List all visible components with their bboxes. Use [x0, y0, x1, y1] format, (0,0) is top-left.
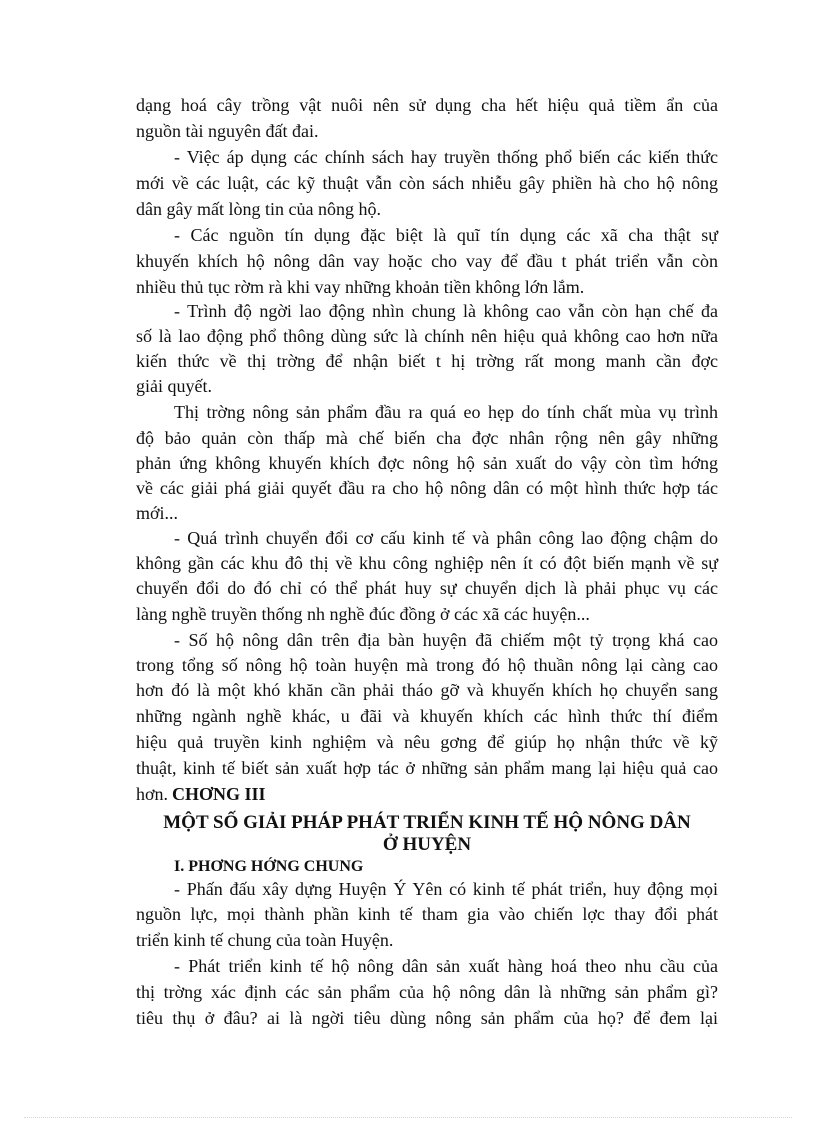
text-line: dân gây mất lòng tin của nông hộ. — [136, 199, 381, 219]
text-line: - Phát triển kinh tế hộ nông dân sản xuất hàng hoá theo nhu cầu của — [174, 956, 718, 976]
text-line: thị trờng xác định các sản phẩm của hộ nông dân là những sản phẩm gì? — [136, 982, 718, 1002]
text-line: hơn đó là một khó khăn cần phải tháo gỡ và khuyến khích họ chuyển sang — [136, 680, 718, 700]
text-line-with-chapter — [136, 781, 718, 807]
text-line: mới về các luật, các kỹ thuật vẫn còn sách nhiễu gây phiền hà cho hộ nông — [136, 173, 718, 193]
text-line: - Việc áp dụng các chính sách hay truyền thống phổ biến các kiến thức — [174, 147, 718, 167]
section-heading: I. PHƠNG HỚNG CHUNG — [174, 858, 364, 875]
text-line: - Trình độ ngời lao động nhìn chung là không cao vẫn còn hạn chế đa — [174, 301, 718, 321]
text-line: về các giải phá giải quyết đầu ra cho hộ nông dân có một hình thức hợp tác — [136, 478, 718, 498]
text-line: giải quyết. — [136, 376, 212, 396]
text-line: làng nghề truyền thống nh nghề đúc đồng ở các xã các huyện... — [136, 604, 590, 624]
text-line: hiệu quả truyền kinh nghiệm và nêu gơng để giúp họ nhận thức về kỹ — [136, 732, 718, 752]
chapter-title-continued: Ở HUYỆN — [382, 834, 472, 855]
text-line: chuyển đổi do đó chỉ có thể phát huy sự chuyển dịch là phải phục vụ các — [136, 578, 718, 598]
text-line: - Quá trình chuyển đổi cơ cấu kinh tế và phân công lao động chậm do — [174, 528, 718, 548]
text-line: triển kinh tế chung của toàn Huyện. — [136, 930, 394, 950]
text-line: số là lao động phổ thông dùng sức là chính nên hiệu quả không cao hơn nữa — [136, 326, 718, 346]
text-line: - Các nguồn tín dụng đặc biệt là quĩ tín dụng các xã cha thật sự — [174, 225, 718, 245]
text-line: mới... — [136, 503, 179, 523]
text-line: - Phấn đấu xây dựng Huyện Ý Yên có kinh tế phát triển, huy động mọi — [174, 879, 718, 899]
text-line: - Số hộ nông dân trên địa bàn huyện đã chiếm một tỷ trọng khá cao — [174, 630, 718, 650]
text-line: phản ứng không khuyến khích đợc nông hộ sản xuất do vậy còn tìm hớng — [136, 453, 718, 473]
text-fragment: hơn. — [136, 784, 169, 804]
chapter-label: CHƠNG III — [172, 784, 266, 804]
text-line: nhiều thủ tục rờm rà khi vay những khoản tiền không lớn lắm. — [136, 277, 585, 297]
text-line: dạng hoá cây trồng vật nuôi nên sử dụng cha hết hiệu quả tiềm ẩn của — [136, 95, 718, 115]
text-line: những ngành nghề khác, u đãi và khuyến khích các hình thức thí điểm — [136, 706, 718, 726]
text-line: độ bảo quản còn thấp mà chế biến cha đợc nhân rộng nên gây những — [136, 428, 718, 448]
text-line: trong tổng số nông hộ toàn huyện mà trong đó hộ thuần nông lại càng cao — [136, 655, 718, 675]
text-line: kiến thức về thị trờng để nhận biết t hị trờng rất mong manh cần đợc — [136, 351, 718, 371]
text-line: Thị trờng nông sản phẩm đầu ra quá eo hẹp do tính chất mùa vụ trình — [174, 402, 718, 422]
text-line: tiêu thụ ở đâu? ai là ngời tiêu dùng nông sản phẩm của họ? để đem lại — [136, 1008, 718, 1028]
text-line: không gần các khu đô thị về khu công nghiệp nên ít có đột biến mạnh về sự — [136, 553, 718, 573]
page-bottom-rule — [24, 1117, 792, 1118]
chapter-title: MỘT SỐ GIẢI PHÁP PHÁT TRIỂN KINH TẾ HỘ NÔNG DÂN — [163, 812, 691, 833]
text-line: thuật, kinh tế biết sản xuất hợp tác ở những sản phẩm mang lại hiệu quả cao — [136, 758, 718, 778]
text-line: nguồn lực, mọi thành phần kinh tế tham gia vào chiến lợc thay đổi phát — [136, 904, 718, 924]
text-line: khuyến khích hộ nông dân vay hoặc cho vay để đầu t phát triển vẫn còn — [136, 251, 718, 271]
text-line: nguồn tài nguyên đất đai. — [136, 121, 319, 141]
